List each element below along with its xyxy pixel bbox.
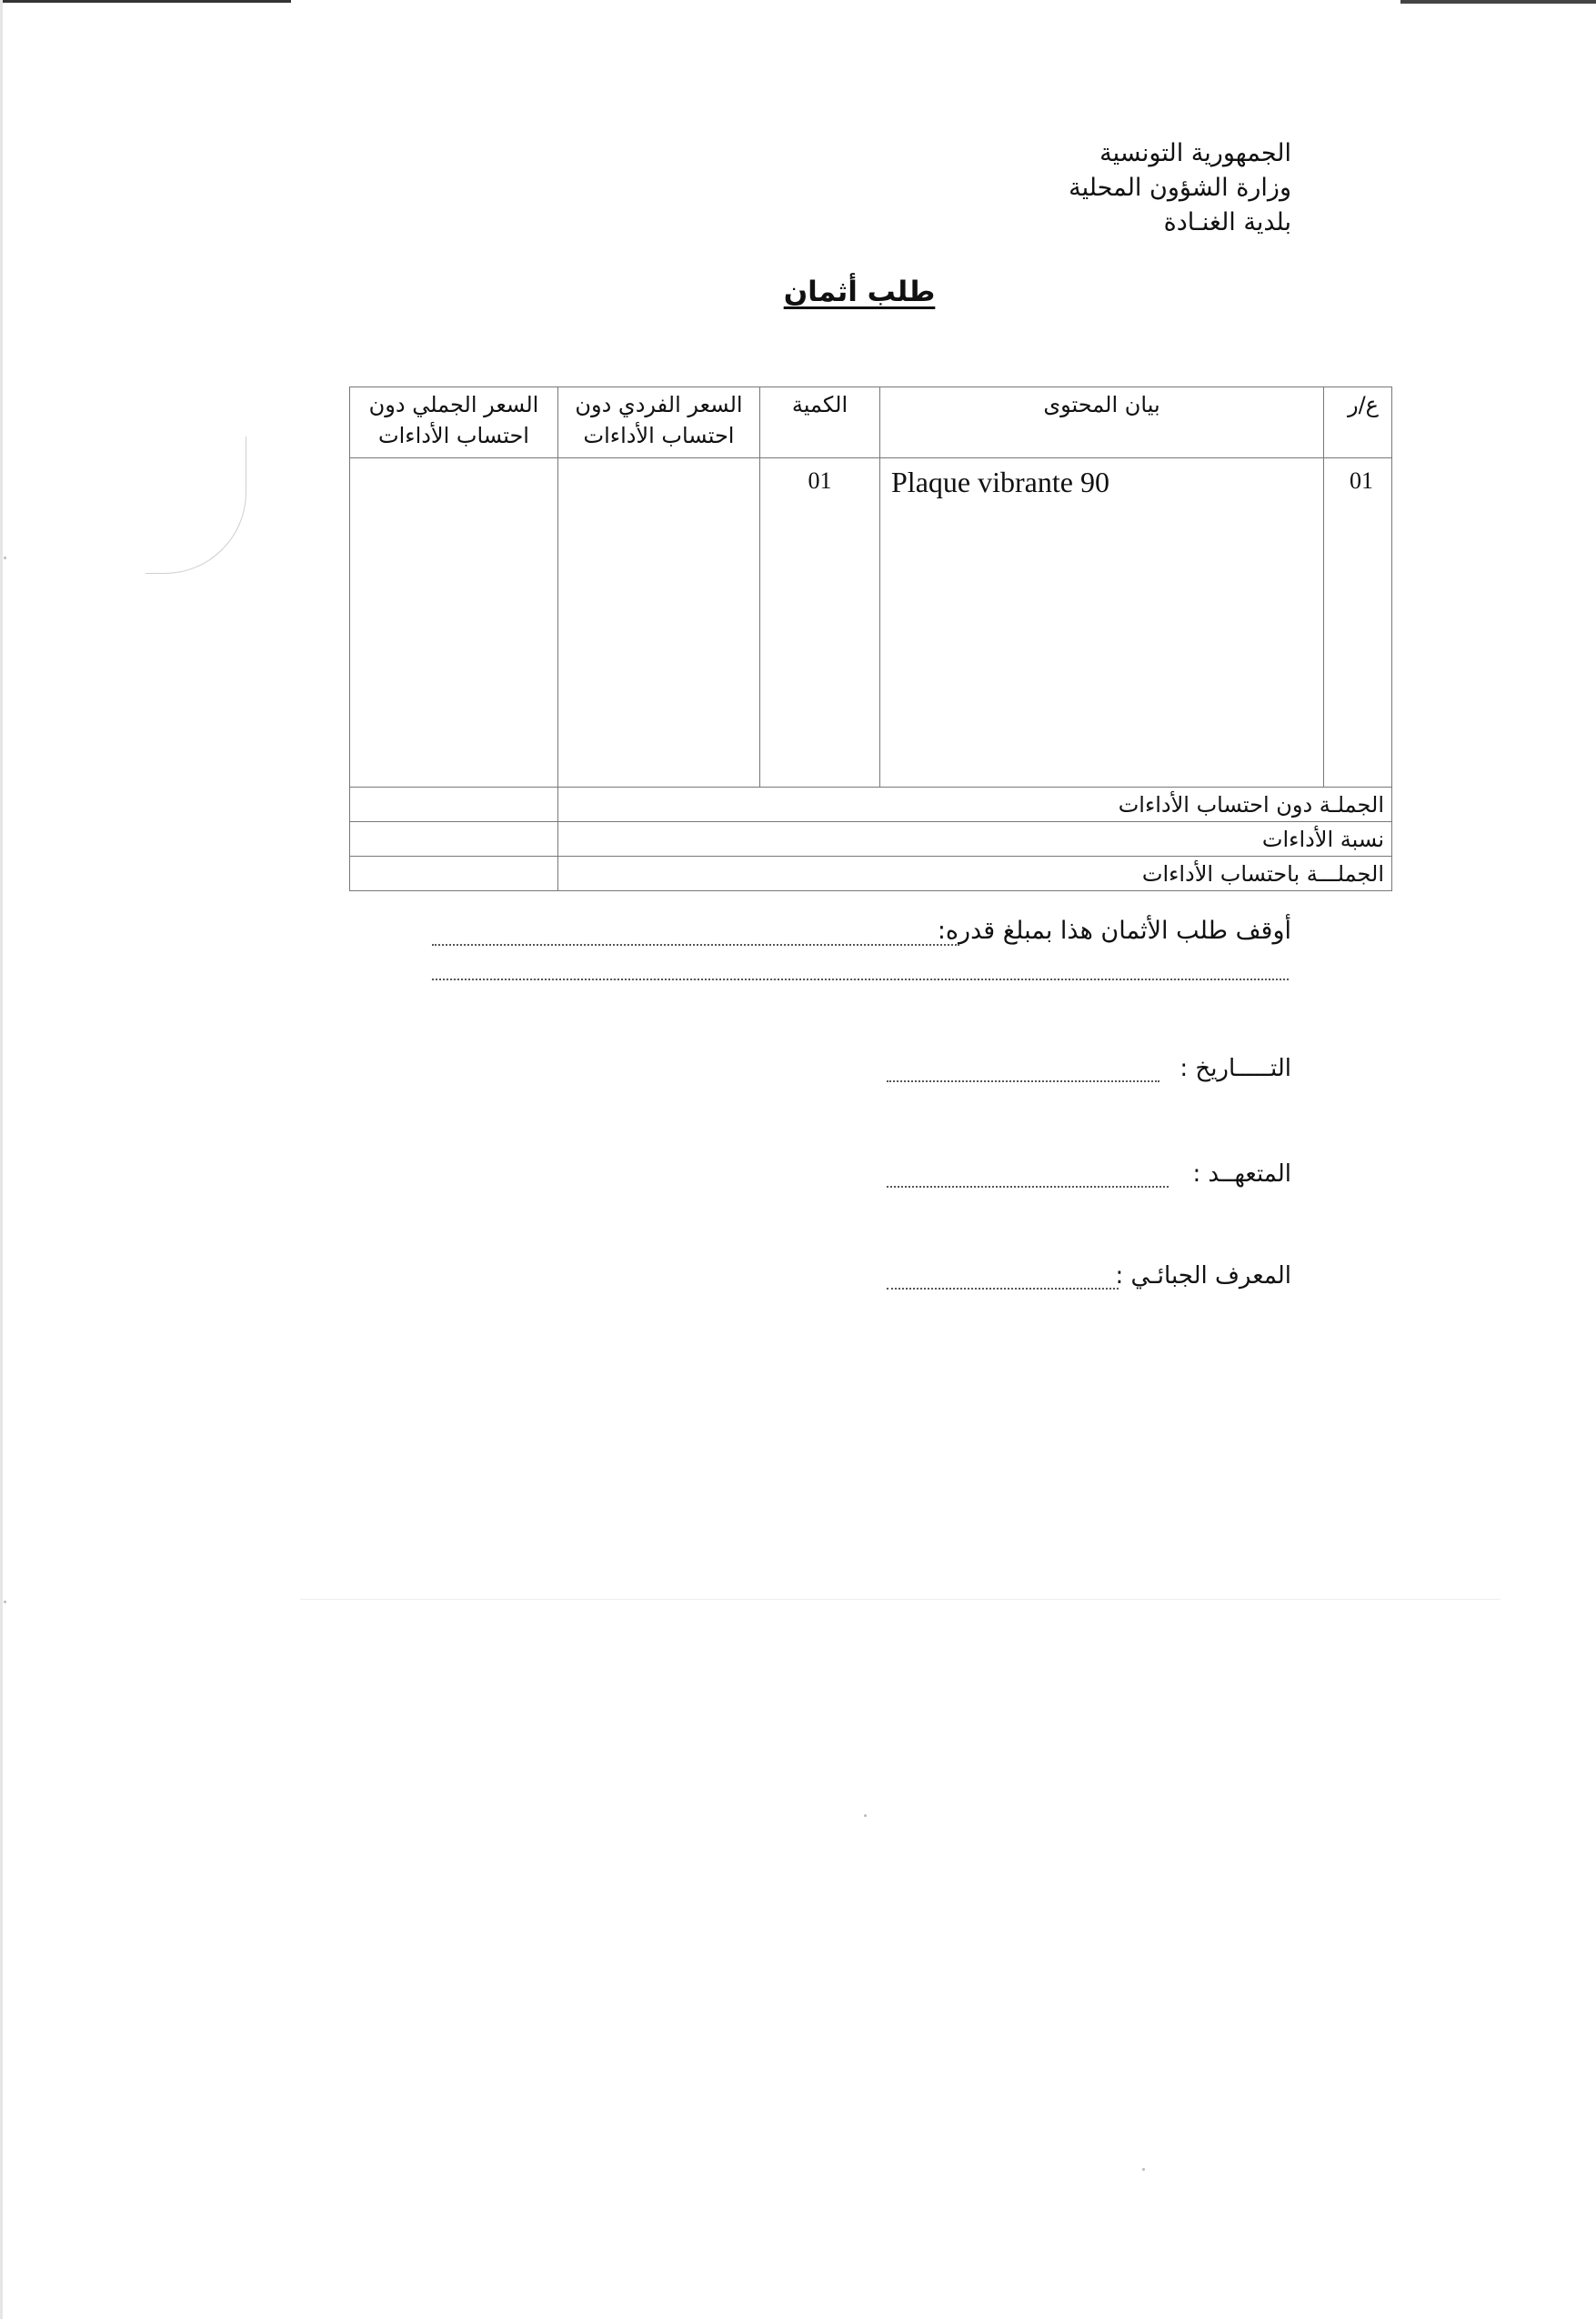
tax-id-label: المعرف الجبائـي : xyxy=(1115,1262,1291,1290)
scan-border-top-right xyxy=(1400,0,1596,4)
summary-label-tax-rate: نسبة الأداءات xyxy=(558,822,1392,857)
letterhead xyxy=(955,136,1291,240)
cell-quantity: 01 xyxy=(760,458,880,788)
scan-speck xyxy=(4,1601,6,1603)
cell-num: 01 xyxy=(1324,458,1392,788)
summary-label-total-incl-tax: الجملـــة باحتساب الأداءات xyxy=(558,857,1392,891)
summary-label-total-excl-tax: الجملـة دون احتساب الأداءات xyxy=(558,788,1392,822)
table-header-row xyxy=(350,387,1392,458)
scan-speck xyxy=(4,557,6,559)
tax-id-field xyxy=(882,1262,1291,1299)
cell-description xyxy=(880,458,1324,788)
closing-amount-line xyxy=(432,917,1291,953)
scan-faint-rule xyxy=(300,1599,1501,1600)
scan-artifact xyxy=(146,437,246,574)
amount-dotted-line xyxy=(432,944,959,946)
contractor-field xyxy=(882,1160,1291,1197)
header-cell-description: بيان المحتوى xyxy=(880,387,1324,458)
date-dotted-line xyxy=(887,1080,1159,1082)
scan-speck xyxy=(1142,2168,1145,2171)
total-price-line1: السعر الجملي دون xyxy=(368,392,539,417)
summary-row-tax-rate xyxy=(350,822,1392,857)
tax-id-dotted-line xyxy=(887,1288,1119,1290)
header-cell-quantity: الكمية xyxy=(760,387,880,458)
contractor-dotted-line xyxy=(887,1186,1169,1188)
header-cell-unit-price xyxy=(558,387,760,458)
date-label: التـــــاريخ : xyxy=(1179,1055,1291,1082)
price-request-table xyxy=(349,386,1392,891)
header-municipality: بلدية الغنـادة xyxy=(1163,208,1291,236)
header-cell-num: ع/ر xyxy=(1324,387,1392,458)
summary-value-total-incl-tax xyxy=(350,857,558,891)
scan-speck xyxy=(864,1814,867,1817)
header-cell-total-price xyxy=(350,387,558,458)
cell-description-text: Plaque vibrante 90 xyxy=(891,466,1109,498)
total-price-line2: احتساب الأداءات xyxy=(378,423,529,448)
table-row xyxy=(350,458,1392,788)
page-title: طلب أثمان xyxy=(783,276,936,308)
unit-price-line2: احتساب الأداءات xyxy=(583,423,735,448)
contractor-label: المتعهــد : xyxy=(1192,1160,1291,1188)
summary-value-tax-rate xyxy=(350,822,558,857)
scan-border-left xyxy=(0,0,3,2319)
scan-border-top xyxy=(0,0,291,3)
unit-price-line1: السعر الفردي دون xyxy=(575,392,743,417)
summary-row-total-excl-tax xyxy=(350,788,1392,822)
header-ministry: وزارة الشؤون المحلية xyxy=(1069,174,1291,202)
closing-amount-label: أوقف طلب الأثمان هذا بمبلغ قدره: xyxy=(937,917,1291,945)
amount-dotted-line-2 xyxy=(432,979,1289,980)
header-country: الجمهورية التونسية xyxy=(1099,139,1291,167)
summary-value-total-excl-tax xyxy=(350,788,558,822)
cell-unit-price xyxy=(558,458,760,788)
cell-total-price xyxy=(350,458,558,788)
summary-row-total-incl-tax xyxy=(350,857,1392,891)
date-field xyxy=(882,1055,1291,1091)
